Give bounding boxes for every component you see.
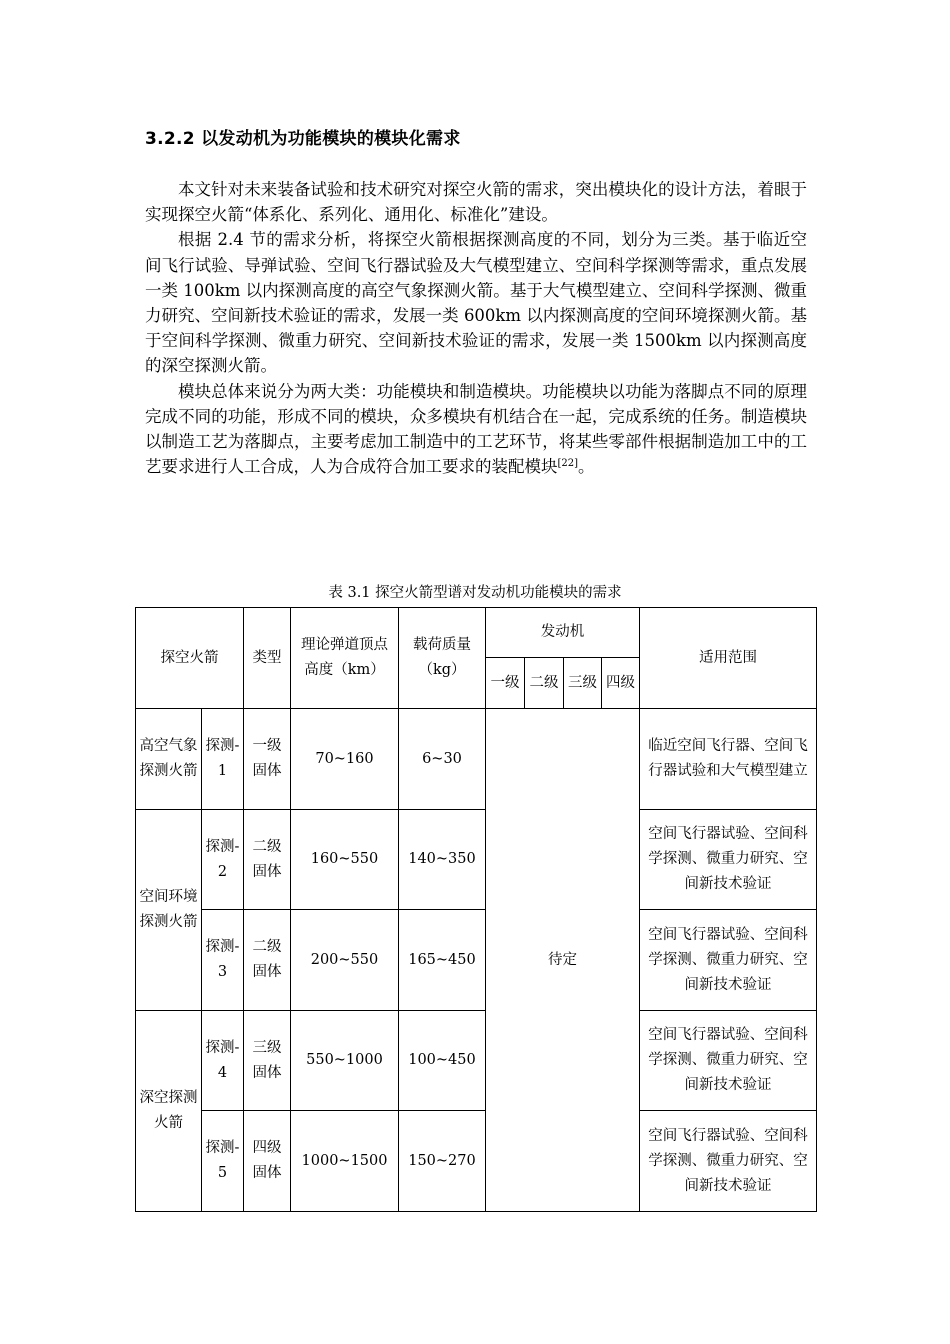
- category-cell: 空间环境探测火箭: [136, 810, 202, 1011]
- apogee-cell: 1000~1500: [291, 1111, 399, 1212]
- payload-cell: 100~450: [399, 1011, 486, 1111]
- scope-cell: 空间飞行器试验、空间科学探测、微重力研究、空间新技术验证: [640, 910, 817, 1011]
- engine-pending-cell: 待定: [486, 709, 640, 1212]
- payload-cell: 150~270: [399, 1111, 486, 1212]
- payload-cell: 6~30: [399, 709, 486, 810]
- header-type: 类型: [244, 608, 291, 709]
- paragraph-1: 本文针对未来装备试验和技术研究对探空火箭的需求，突出模块化的设计方法，着眼于实现探空火箭“体系化、系列化、通用化、标准化”建设。: [145, 180, 807, 225]
- model-cell: 探测-3: [202, 910, 244, 1011]
- model-cell: 探测-1: [202, 709, 244, 810]
- header-stage-4: 四级: [602, 658, 640, 709]
- header-stage-2: 二级: [525, 658, 564, 709]
- type-cell: 二级固体: [244, 810, 291, 910]
- header-stage-1: 一级: [486, 658, 525, 709]
- scope-cell: 空间飞行器试验、空间科学探测、微重力研究、空间新技术验证: [640, 1111, 817, 1212]
- category-cell: 深空探测火箭: [136, 1011, 202, 1212]
- category-cell: 高空气象探测火箭: [136, 709, 202, 810]
- paragraph-3-end: 。: [578, 457, 595, 477]
- paragraph-3-text: 模块总体来说分为两大类：功能模块和制造模块。功能模块以功能为落脚点不同的原理完成不同的功能，形成不同的模块，众多模块有机结合在一起，完成系统的任务。制造模块以制造工艺为落脚点，主要考虑加工制造中的工艺环节，将某些零部件根据制造加工中的工艺要求进行人工合成，人为合成符合加工要求的装配模块: [145, 381, 807, 477]
- payload-cell: 140~350: [399, 810, 486, 910]
- apogee-cell: 550~1000: [291, 1011, 399, 1111]
- scope-cell: 空间飞行器试验、空间科学探测、微重力研究、空间新技术验证: [640, 1011, 817, 1111]
- apogee-cell: 70~160: [291, 709, 399, 810]
- header-payload: 载荷质量（kg）: [399, 608, 486, 709]
- header-scope: 适用范围: [640, 608, 817, 709]
- header-apogee: 理论弹道顶点高度（km）: [291, 608, 399, 709]
- header-engine: 发动机: [486, 608, 640, 658]
- type-cell: 一级固体: [244, 709, 291, 810]
- section-heading: 3.2.2 以发动机为功能模块的模块化需求: [145, 129, 461, 149]
- model-cell: 探测-5: [202, 1111, 244, 1212]
- apogee-cell: 200~550: [291, 910, 399, 1011]
- header-stage-3: 三级: [564, 658, 602, 709]
- type-cell: 四级固体: [244, 1111, 291, 1212]
- paragraph-2: 根据 2.4 节的需求分析，将探空火箭根据探测高度的不同，划分为三类。基于临近空间飞行试验、导弹试验、空间飞行器试验及大气模型建立、空间科学探测等需求，重点发展一类 100km 以内探测高度的高空气象探测火箭。基于大气模型建立、空间科学探测、微重力研究、空间新技术验证的需求，发展一类 600km 以内探测高度的空间环境探测火箭。基于空间科学探测、微重力研究、空间新技术验证的需求，发展一类 1500km 以内探测高度的深空探测火箭。: [145, 230, 807, 376]
- scope-cell: 空间飞行器试验、空间科学探测、微重力研究、空间新技术验证: [640, 810, 817, 910]
- scope-cell: 临近空间飞行器、空间飞行器试验和大气模型建立: [640, 709, 817, 810]
- payload-cell: 165~450: [399, 910, 486, 1011]
- header-rocket: 探空火箭: [136, 608, 244, 709]
- citation-ref: [22]: [557, 458, 579, 470]
- rocket-engine-table: [135, 607, 817, 1212]
- type-cell: 二级固体: [244, 910, 291, 1011]
- apogee-cell: 160~550: [291, 810, 399, 910]
- paragraph-3: [145, 379, 807, 480]
- type-cell: 三级固体: [244, 1011, 291, 1111]
- model-cell: 探测-4: [202, 1011, 244, 1111]
- body-text: [145, 177, 807, 479]
- table-caption: 表 3.1 探空火箭型谱对发动机功能模块的需求: [328, 585, 622, 601]
- model-cell: 探测-2: [202, 810, 244, 910]
